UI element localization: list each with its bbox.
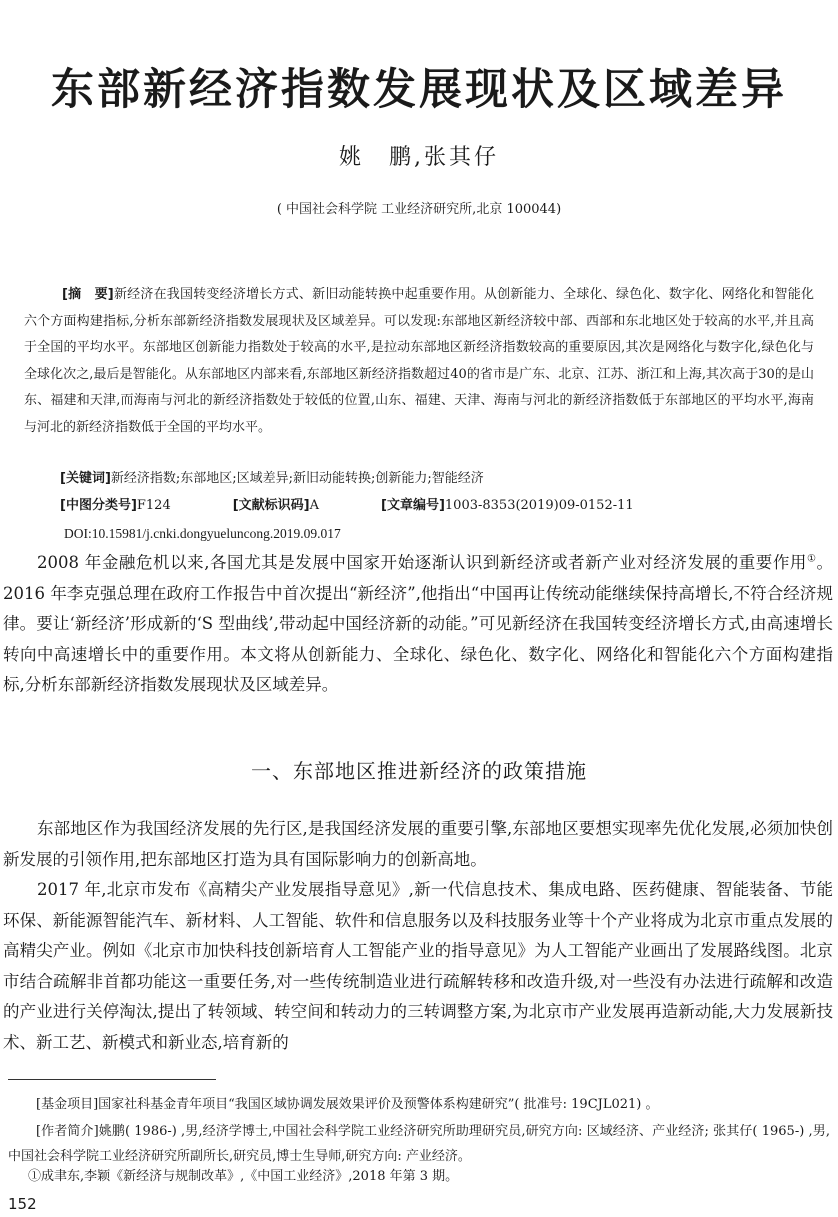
body-paragraph: 2017 年,北京市发布《高精尖产业发展指导意见》,新一代信息技术、集成电路、医药健康、智能装备、节能环保、新能源智能汽车、新材料、人工智能、软件和信息服务以及科技服务业等十个产业将成为北京市重点发展的高精尖产业。例如《北京市加快科技创新培育人工智能产业的指导意见》为人工智能产业画出了发展路线图。北京市结合疏解非首都功能这一重要任务,对一些传统制造业进行疏解转移和改造升级,对一些没有办法进行疏解和改造的产业进行关停淘汰,提出了转领域、转空间和转动力的三转调整方案,为北京市产业发展再造新动能,大力发展新技术、新工艺、新模式和新业态,培育新的	[3, 880, 833, 1052]
abstract-tag: [摘 要]	[62, 287, 114, 302]
abstract-block	[24, 282, 814, 441]
author-intro-footnote: [作者简介]姚鹏( 1986-) ,男,经济学博士,中国社会科学院工业经济研究所助理研究员,研究方向: 区域经济、产业经济; 张其仔( 1965-) ,男,中国社会科学院工业经济研究所副所长,研究员,博士生导师,研究方向: 产业经济。	[8, 1124, 830, 1164]
keywords-line	[60, 468, 484, 490]
footnote-mark: ①	[806, 553, 817, 565]
doi-line: DOI:10.15981/j.cnki.dongyueluncong.2019.09.017	[64, 526, 341, 541]
clc-value: F124	[136, 498, 171, 513]
keywords-text: 新经济指数;东部地区;区域差异;新旧动能转换;创新能力;智能经济	[110, 471, 484, 486]
clc-tag: [中图分类号]	[60, 498, 137, 513]
abstract-text: 新经济在我国转变经济增长方式、新旧动能转换中起重要作用。从创新能力、全球化、绿色化、数字化、网络化和智能化六个方面构建指标,分析东部新经济指数发展现状及区域差异。可以发现:东部地区新经济较中部、西部和东北地区处于较高的水平,并且高于全国的平均水平。东部地区创新能力指数处于较高的水平,是拉动东部地区新经济指数较高的重要原因,其次是网络化与数字化,绿色化与全球化次之,最后是智能化。从东部地区内部来看,东部地区新经济指数超过40的省市是广东、北京、江苏、浙江和上海,其次高于30的是山东、福建和天津,而海南与河北的新经济指数处于较低的位置,山东、福建、天津、海南与河北的新经济指数低于东部地区的平均水平,海南与河北的新经济指数低于全国的平均水平。	[24, 287, 814, 435]
classification-line	[60, 495, 820, 517]
intro-paragraph	[3, 548, 833, 701]
affiliation: ( 中国社会科学院 工业经济研究所,北京 100044)	[276, 202, 562, 217]
paper-title: 东部新经济指数发展现状及区域差异	[51, 65, 787, 115]
article-number-tag: [文章编号]	[381, 498, 445, 513]
footnote-divider	[8, 1079, 216, 1080]
intro-text-part1: 2008 年金融危机以来,各国尤其是发展中国家开始逐渐认识到新经济或者新产业对经济发展的重要作用	[37, 553, 807, 572]
keywords-tag: [关键词]	[60, 471, 111, 486]
section-heading: 一、东部地区推进新经济的政策措施	[251, 759, 587, 783]
article-number-value: 1003-8353(2019)09-0152-11	[444, 498, 634, 513]
page-number: 152	[8, 1195, 37, 1213]
doc-code-tag: [文献标识码]	[232, 498, 310, 513]
doc-code-value: A	[309, 498, 320, 513]
author-line: 姚 鹏,张其仔	[339, 145, 499, 170]
intro-text-part2: 。2016 年李克强总理在政府工作报告中首次提出“新经济”,他指出“中国再让传统动能继续保持高增长,不符合经济规律。要让‘新经济’形成新的‘S 型曲线’,带动起中国经济新的动能。”可见新经济在我国转变经济增长方式,由高速增长转向中高速增长中的重要作用。本文将从创新能力、全球化、绿色化、数字化、网络化和智能化六个方面构建指标,分析东部新经济指数发展现状及区域差异。	[3, 553, 834, 695]
citation-footnote: ①成聿东,李颖《新经济与规制改革》,《中国工业经济》,2018 年第 3 期。	[28, 1169, 459, 1184]
body-paragraph: 东部地区作为我国经济发展的先行区,是我国经济发展的重要引擎,东部地区要想实现率先优化发展,必须加快创新发展的引领作用,把东部地区打造为具有国际影响力的创新高地。	[3, 819, 833, 869]
fund-footnote: [基金项目]国家社科基金青年项目“我国区域协调发展效果评价及预警体系构建研究”( 批准号: 19CJL021) 。	[36, 1097, 659, 1112]
